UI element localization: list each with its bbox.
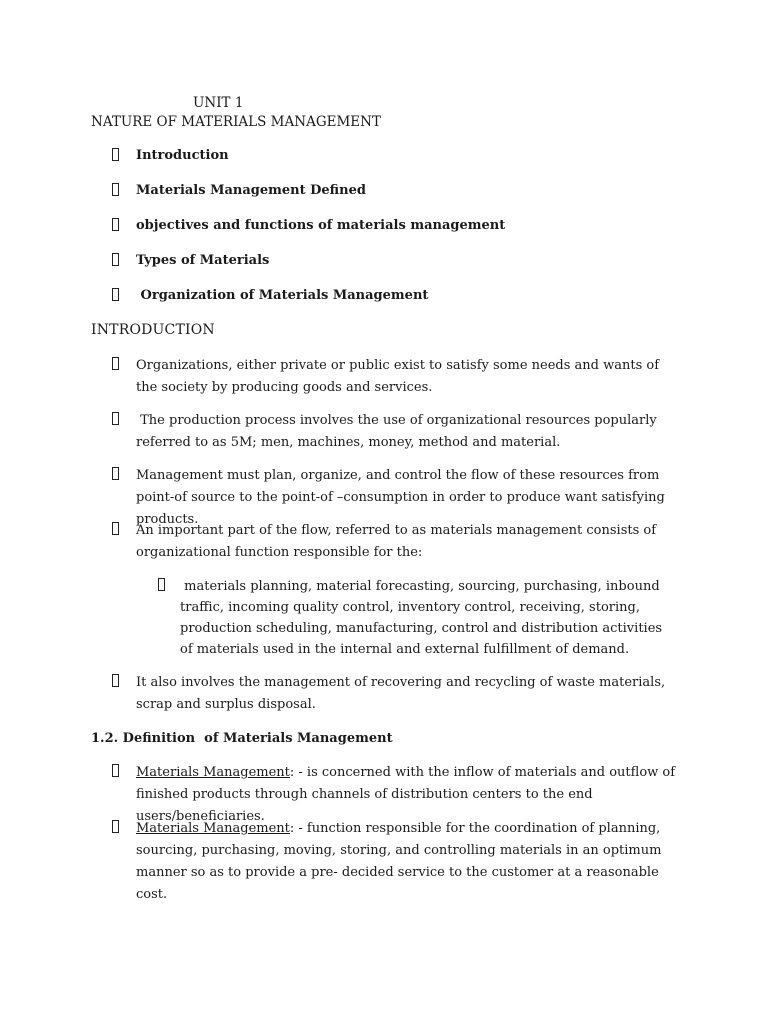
definition-item [112,818,682,906]
introduction-point: Organizations, either private or public exist to satisfy some needs and wants of the society by producing goods and services. [112,355,682,399]
unit-label: UNIT 1 [193,95,244,111]
bullet-box-icon [112,253,136,269]
bullet-box-icon [158,576,180,597]
introduction-point: Management must plan, organize, and control the flow of these resources from point-of source to the point-of –consumption in order to produce want satisfying products. [112,465,682,531]
bullet-box-icon [112,183,136,199]
bullet-box-icon [112,465,136,487]
bullet-box-icon [112,762,136,784]
definition-text: : - is concerned with the inflow of materials and outflow of finished products through channels of distribution centers to the end users/beneficiaries. [136,765,676,824]
bullet-box-icon [112,520,136,542]
definition-term: Materials Management [136,765,290,780]
bullet-box-icon [112,818,136,840]
definition-heading: 1.2. Definition of Materials Management [91,731,393,746]
introduction-subpoint: materials planning, material forecasting, sourcing, purchasing, inbound traffic, incoming quality control, inventory control, receiving, storing, production scheduling, manufacturing, control and distribution activities of materials used in the internal and external fulfillment of demand. [158,576,678,660]
definition-term: Materials Management [136,821,290,836]
bullet-box-icon [112,410,136,432]
introduction-point: It also involves the management of recovering and recycling of waste materials, scrap and surplus disposal. [112,672,682,716]
introduction-heading: INTRODUCTION [91,322,215,338]
bullet-box-icon [112,218,136,234]
introduction-point: The production process involves the use of organizational resources popularly referred to as 5M; men, machines, money, method and material. [112,410,682,454]
document-page: UNIT 1 NATURE OF MATERIALS MANAGEMENT Introduction Materials Management Defined objectives and functions of materials management Types of Materials Organization of Materials Management INTRODUCTION Organizations, either private or public exist to satisfy some needs and wants of the society by producing goods and services. The production process involves the use of organizational resources popularly referred to as 5M; men, machines, money, method and material. Management must plan, organize, and control the flow of these resources from point-of source to the point-of –consumption in order to produce want satisfying products. An important part of the flow, referred to as materials management consists of organizational function responsible for the: materials planning, material forecasting, sourcing, purchasing, inbound traffic, incoming quality control, inventory control, receiving, storing, production scheduling, manufacturing, control and distribution activities of materials used in the internal and external fulfillment of demand. It also involves the management of recovering and recycling of waste materials, scrap and surplus disposal. 1.2. Definition of Materials Management Materials Management: - is concerned with the inflow of materials and outflow of finished products through channels of distribution centers to the end users/beneficiaries. Materials Management: - function responsible for the coordination of planning, sourcing, purchasing, moving, storing, and controlling materials in an optimum manner so as to provide a pre- decided service to the customer at a reasonable cost. [0,0,768,1024]
bullet-box-icon [112,288,136,304]
bullet-box-icon [112,355,136,377]
bullet-box-icon [112,672,136,694]
definition-text: : - function responsible for the coordination of planning, sourcing, purchasing, moving, storing, and controlling materials in an optimum manner so as to provide a pre- decided service to the customer at a reasonable cost. [136,821,662,902]
introduction-point: An important part of the flow, referred to as materials management consists of organizational function responsible for the: [112,520,682,564]
bullet-box-icon [112,148,136,164]
document-title: NATURE OF MATERIALS MANAGEMENT [91,114,381,130]
